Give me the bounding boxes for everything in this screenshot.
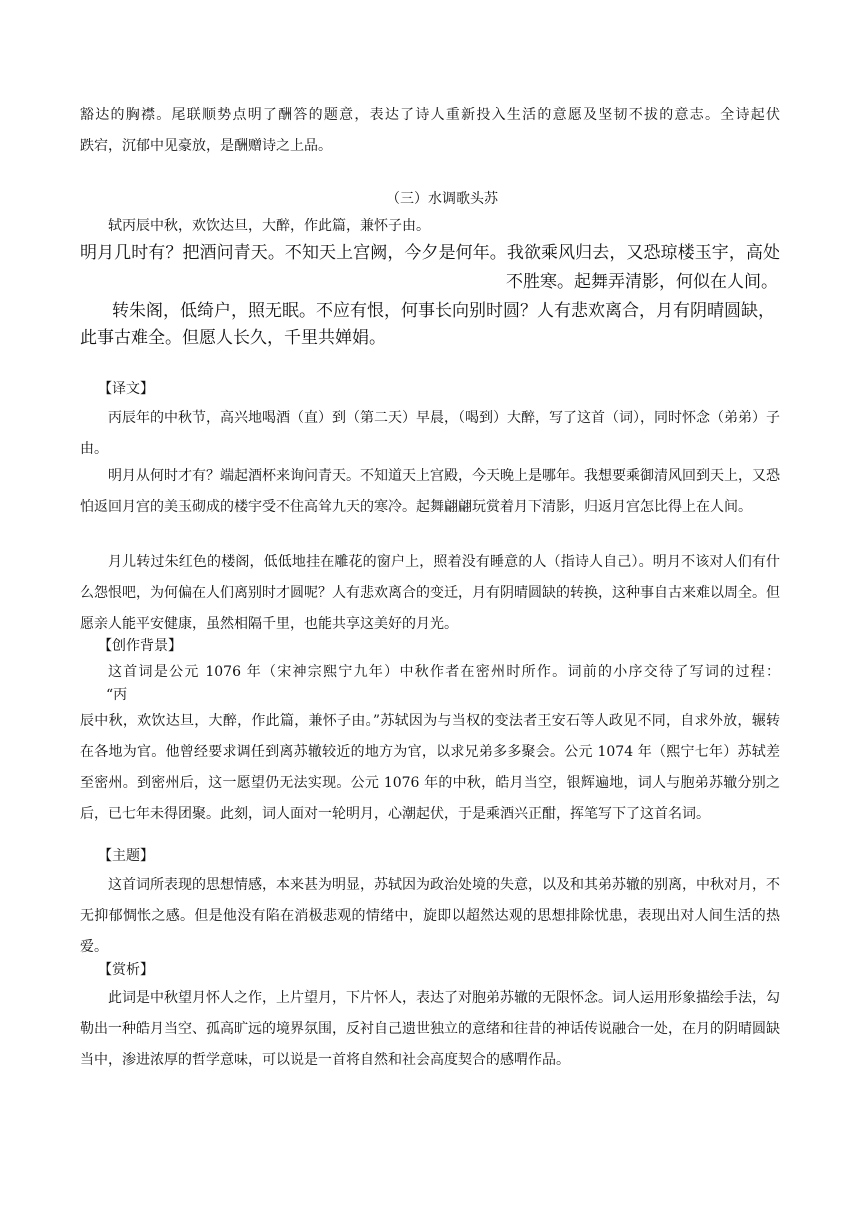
background-heading: 【创作背景】 bbox=[98, 638, 182, 654]
background-line-2: “丙 bbox=[106, 687, 128, 703]
poem-preface: 轼丙辰中秋，欢饮达旦，大醉，作此篇，兼怀子由。 bbox=[108, 218, 430, 234]
theme-body: 这首词所表现的思想情感，本来甚为明显，苏轼因为政治处境的失意，以及和其弟苏辙的别离，中秋对月，不无抑郁惆怅之感。但是他没有陷在消极悲观的情绪中，旋即以超然达观的思想排除忧患，表现出对人间生活的热爱。 bbox=[80, 877, 780, 955]
translation-paragraph-3: 月儿转过朱红色的楼阁，低低地挂在雕花的窗户上，照着没有睡意的人（指诗人自己）。明月不该对人们有什么怨恨吧，为何偏在人们离别时才圆呢？人有悲欢离合的变迁，月有阴晴圆缺的转换，这种事自古来难以周全。但愿亲人能平安健康，虽然相隔千里，也能共享这美好的月光。 bbox=[80, 554, 780, 632]
poem-stanza-2-line-1: 转朱阁，低绮户，照无眠。不应有恨，何事长向别时圆？人有悲欢离合，月有阴晴圆缺， bbox=[112, 301, 775, 321]
poem-stanza-1-line-2: 不胜寒。起舞弄清影，何似在人间。 bbox=[506, 272, 778, 292]
intro-line-1: 豁达的胸襟。尾联顺势点明了酬答的题意，表达了诗人重新投入生活的意愿及坚韧不拔的意志。全诗起伏 bbox=[80, 107, 780, 123]
poem-stanza-1-line-1: 明月几时有？把酒问青天。不知天上宫阙，今夕是何年。我欲乘风归去，又恐琼楼玉宇，高处 bbox=[80, 243, 780, 263]
poem-stanza-2-line-2: 此事古难全。但愿人长久，千里共婵娟。 bbox=[80, 328, 386, 348]
poem-title: （三）水调歌头苏 bbox=[386, 191, 498, 207]
translation-paragraph-1: 丙辰年的中秋节，高兴地喝酒（直）到（第二天）早晨，（喝到）大醉，写了这首（词），同时怀念（弟弟）子由。 bbox=[80, 410, 780, 457]
appreciation-heading: 【赏析】 bbox=[98, 962, 154, 978]
appreciation-body: 此词是中秋望月怀人之作，上片望月，下片怀人，表达了对胞弟苏辙的无限怀念。词人运用形象描绘手法，勾勒出一种皓月当空、孤高旷远的境界氛围，反衬自己遗世独立的意绪和往昔的神话传说融合一处，在月的阴晴圆缺当中，渗进浓厚的哲学意味，可以说是一首将自然和社会高度契合的感喟作品。 bbox=[80, 990, 780, 1068]
translation-heading: 【译文】 bbox=[98, 381, 154, 397]
background-line-1: 这首词是公元 1076 年（宋神宗熙宁九年）中秋作者在密州时所作。词前的小序交待了写词的过程： bbox=[108, 664, 780, 680]
intro-line-2: 跌宕，沉郁中见豪放，是酬赠诗之上品。 bbox=[80, 138, 332, 154]
background-body: 辰中秋，欢饮达旦，大醉，作此篇，兼怀子由。”苏轼因为与当权的变法者王安石等人政见不同，自求外放，辗转在各地为官。他曾经要求调任到离苏辙较近的地方为官，以求兄弟多多聚会。公元 1074 年（熙宁七年）苏轼差至密州。到密州后，这一愿望仍无法实现。公元 1076 年的中秋，皓月当空，银辉遍地，词人与胞弟苏辙分别之后，已七年未得团聚。此刻，词人面对一轮明月，心潮起伏，于是乘酒兴正酣，挥笔写下了这首名词。 bbox=[80, 713, 780, 822]
theme-heading: 【主题】 bbox=[98, 848, 154, 864]
translation-paragraph-2: 明月从何时才有？端起酒杯来询问青天。不知道天上宫殿，今天晚上是哪年。我想要乘御清风回到天上，又恐怕返回月宫的美玉砌成的楼宇受不住高耸九天的寒冷。起舞翩翩玩赏着月下清影，归返月宫怎比得上在人间。 bbox=[80, 468, 780, 515]
